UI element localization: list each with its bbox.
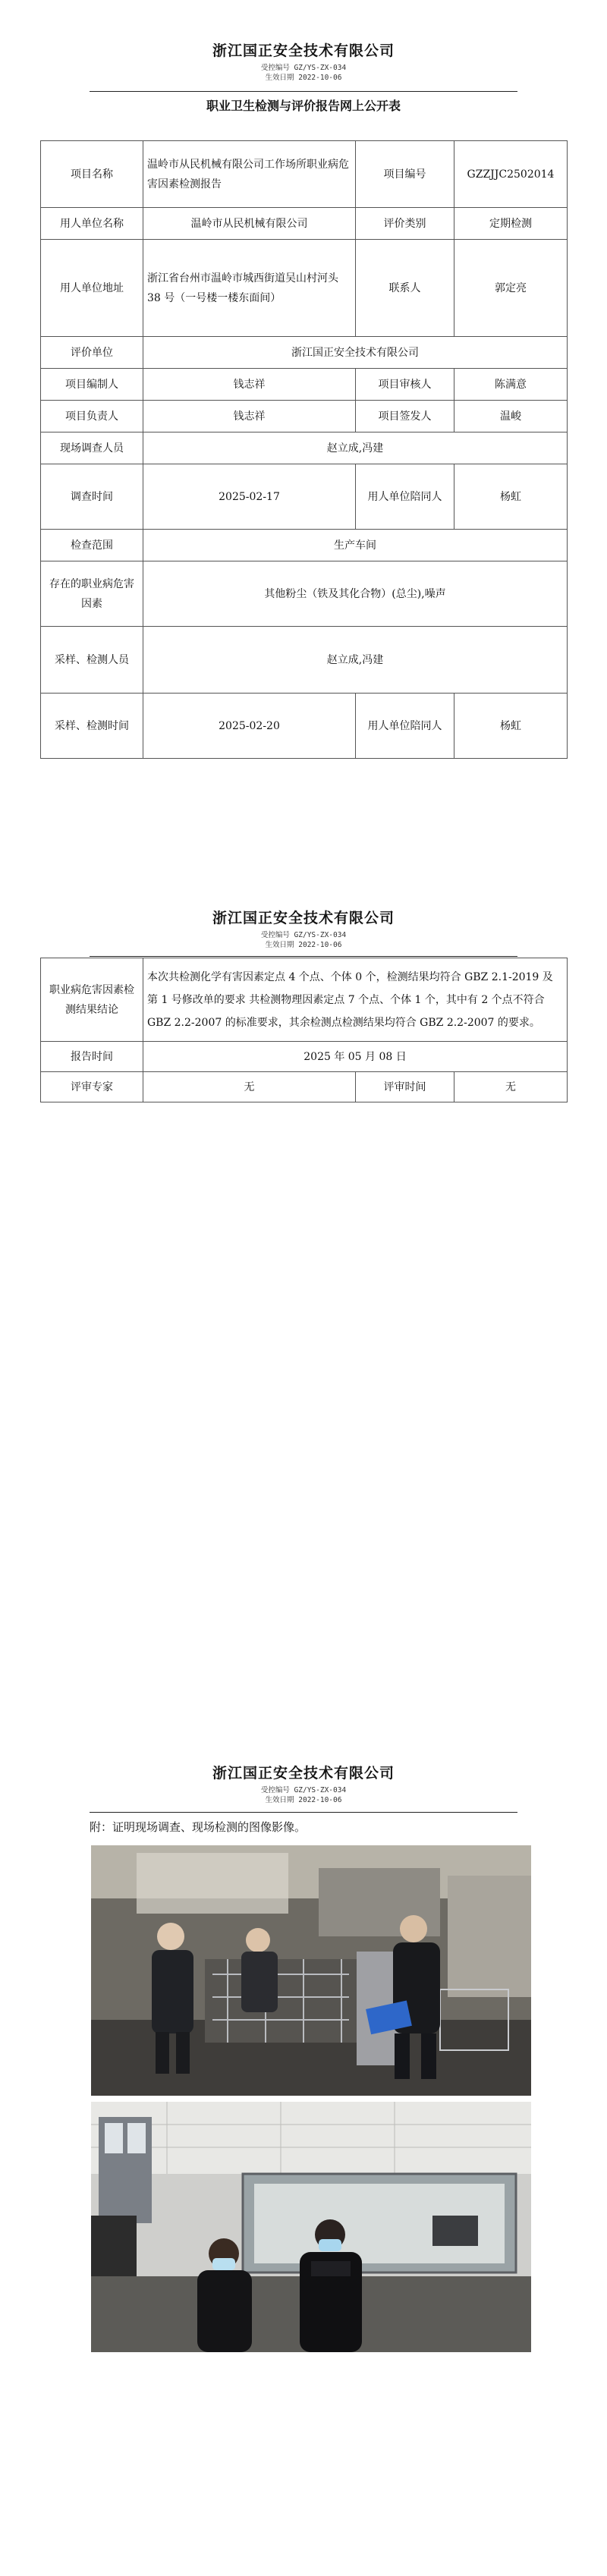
company-name: 浙江国正安全技术有限公司	[212, 42, 395, 59]
disclosure-table	[40, 140, 568, 759]
survey-time-label: 调查时间	[41, 464, 143, 530]
eval-unit-value: 浙江国正安全技术有限公司	[143, 337, 568, 369]
address-label: 用人单位地址	[41, 240, 143, 337]
samplers-value: 赵立成,冯建	[143, 627, 568, 694]
company-name: 浙江国正安全技术有限公司	[212, 1765, 395, 1782]
expert-value: 无	[143, 1072, 356, 1102]
effective-date: 生效日期 2022-10-06	[265, 74, 342, 82]
investigators-value: 赵立成,冯建	[143, 432, 568, 464]
employer-label: 用人单位名称	[41, 208, 143, 240]
escort-value-1: 杨虹	[454, 464, 568, 530]
hazards-value: 其他粉尘（铁及其化合物）(总尘),噪声	[143, 561, 568, 627]
company-name: 浙江国正安全技术有限公司	[212, 910, 395, 926]
issuer-label: 项目签发人	[356, 401, 454, 432]
result-table	[40, 958, 568, 1102]
sampling-time-label: 采样、检测时间	[41, 694, 143, 759]
survey-time-value: 2025-02-17	[143, 464, 356, 530]
contact-value: 郭定亮	[454, 240, 568, 337]
result-label: 职业病危害因素检测结果结论	[41, 958, 143, 1042]
eval-unit-label: 评价单位	[41, 337, 143, 369]
leader-label: 项目负责人	[41, 401, 143, 432]
scope-label: 检查范围	[41, 530, 143, 561]
compiler-value: 钱志祥	[143, 369, 356, 401]
annex-caption: 附：证明现场调查、现场检测的图像影像。	[90, 1820, 307, 1834]
scope-value: 生产车间	[143, 530, 568, 561]
eval-type-value: 定期检测	[454, 208, 568, 240]
report-time-label: 报告时间	[41, 1042, 143, 1072]
review-time-label: 评审时间	[356, 1072, 454, 1102]
escort-label-2: 用人单位陪同人	[356, 694, 454, 759]
leader-value: 钱志祥	[143, 401, 356, 432]
controlled-number: 受控编号 GZ/YS-ZX-034	[260, 931, 347, 939]
project-name-value: 温岭市从民机械有限公司工作场所职业病危害因素检测报告	[143, 141, 356, 208]
header-rule	[90, 91, 517, 92]
page-3-header	[0, 1762, 607, 1805]
controlled-number: 受控编号 GZ/YS-ZX-034	[260, 64, 347, 72]
reviewer-value: 陈满意	[454, 369, 568, 401]
effective-date: 生效日期 2022-10-06	[265, 941, 342, 949]
project-no-value: GZZJJC2502014	[454, 141, 568, 208]
page-1-header	[0, 39, 607, 83]
header-rule	[90, 1812, 517, 1813]
header-rule	[90, 956, 517, 957]
contact-label: 联系人	[356, 240, 454, 337]
issuer-value: 温峻	[454, 401, 568, 432]
page-2-header	[0, 907, 607, 950]
project-name-label: 项目名称	[41, 141, 143, 208]
review-time-value: 无	[454, 1072, 568, 1102]
site-photo-detection	[91, 2102, 531, 2352]
site-photo-investigation	[91, 1845, 531, 2096]
address-value: 浙江省台州市温岭市城西街道吴山村河头 38 号（一号楼一楼东面间）	[143, 240, 356, 337]
report-time-value: 2025 年 05 月 08 日	[143, 1042, 568, 1072]
controlled-number: 受控编号 GZ/YS-ZX-034	[260, 1786, 347, 1794]
project-no-label: 项目编号	[356, 141, 454, 208]
samplers-label: 采样、检测人员	[41, 627, 143, 694]
sampling-time-value: 2025-02-20	[143, 694, 356, 759]
compiler-label: 项目编制人	[41, 369, 143, 401]
employer-value: 温岭市从民机械有限公司	[143, 208, 356, 240]
escort-value-2: 杨虹	[454, 694, 568, 759]
expert-label: 评审专家	[41, 1072, 143, 1102]
escort-label-1: 用人单位陪同人	[356, 464, 454, 530]
reviewer-label: 项目审核人	[356, 369, 454, 401]
investigators-label: 现场调查人员	[41, 432, 143, 464]
hazards-label: 存在的职业病危害因素	[41, 561, 143, 627]
effective-date: 生效日期 2022-10-06	[265, 1796, 342, 1804]
page-title: 职业卫生检测与评价报告网上公开表	[206, 99, 401, 113]
eval-type-label: 评价类别	[356, 208, 454, 240]
result-value: 本次共检测化学有害因素定点 4 个点、个体 0 个，检测结果均符合 GBZ 2.1-2019 及第 1 号修改单的要求 共检测物理因素定点 7 个点、个体 1 个，其中有 2 个点不符合 GBZ 2.2-2007 的标准要求，其余检测点检测结果均符合 GBZ 2.2-2007 的要求。	[143, 958, 568, 1042]
